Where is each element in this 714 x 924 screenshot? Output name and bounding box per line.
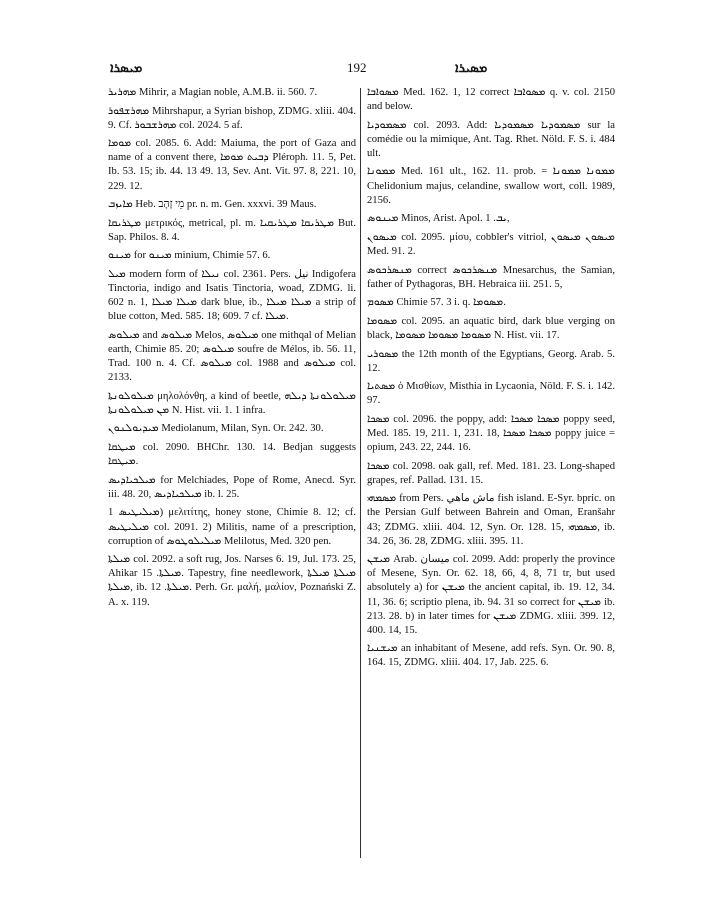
- entry-mesene-inhabitant: ܡܝܫܢܝܐ an inhabitant of Mesene, add refs. Syn. Or. 90. 8, 164. 15, ZDMG. xliii. 404. 17, Jab. 225. 6.: [367, 643, 615, 669]
- entry-mihrshapur: ܡܗܪܫܦܘܪ Mihrshapur, a Syrian bishop, ZDMG. xliii. 404. 9. Cf. ܡܗܪܫܒܘܪ col. 2024. 5 af.: [108, 105, 356, 131]
- entry-mnesarchus: ܡܢܣܪܟܘܣ correct ܡܢܣܪܟܘܣ Mnesarchus, the Samian, father of Pythagoras, BH. Hebraica iii. 251. 5,: [367, 264, 615, 290]
- entry-mezahab: ܡܐܝܙܒ Heb. מֵי זָהָב pr. n. m. Gen. xxxvi. 39 Maus.: [108, 199, 317, 211]
- entry-misthia: ܡܣܬܝܐ ὁ Μισθίων, Misthia in Lycaonia, Nöld. F. S. i. 142. 97.: [367, 381, 615, 407]
- entry-fish-island: ܡܣܡܗܝ from Pers. ماش ماهي fish island. E-Syr. bpric. on the Persian Gulf between Bahrein and Oman, Eranšahr 43; ZDMG. xliii. 404. 12, Syn. Or. 128. 15, ܡܣܡܗܝ, ib. 34. 26, 36. 28, ZDMG. xliii. 395. 11.: [367, 493, 615, 547]
- entry-metrikos: ܡܛܪܝܩܐ μετρικός, metrical, pl. m. ܡܛܪܝܩܐ ܡܛܪܝܩܝܐ But. Sap. Philos. 8. 4.: [108, 217, 357, 243]
- page-number: 192: [347, 60, 367, 75]
- entry-chelidonium: ܡܡܘܢܐ Med. 161 ult., 162. 11. prob. = ܡܡܘܢܐ ܡܡܘܢܐ Chelidonium majus, celandine, swallow wort, coll. 1989, 2156.: [367, 166, 615, 206]
- entry-chimie-57: ܡܣܘܡ Chimie 57. 3 i. q. ܡܣܘܡܐ.: [367, 297, 506, 309]
- entry-melos: ܡܝܠܘܣ and ܡܝܠܘܣ Melos, ܡܝܠܘܣ one mithqal of Melian earth, Chimie 85. 20; ܡܝܠܘܣ soufre de Mélos, ib. 56. 11, Trad. 100 n. 4. Cf. ܡܝܠܘܣ col. 1988 and ܡܝܠܘܣ col. 2133.: [108, 329, 357, 384]
- entry-militis: ܡܝܠܝܛܝܣ 1) μελιτίτης, honey stone, Chimie 8. 12; cf. ܡܝܠܝܛܝܣ col. 2091. 2) Militis, name of a prescription, corruption of ܡܝܠܝܠܘܛܘܣ Melilotus, Med. 320 pen.: [108, 507, 356, 547]
- left-column: [108, 86, 356, 614]
- entry-oak-gall: ܡܣܟܐ col. 2098. oak gall, ref. Med. 181. 23. Long-shaped grapes, ref. Pallad. 131. 15.: [367, 460, 615, 486]
- entry-maiuma: ܡܘܡܐ col. 2085. 6. Add: Maiuma, the port of Gaza and name of a convent there, ܕܒܝܬ ܡܘܡܐ Pléroph. 11. 5, Pet. Ib. 53. 15; ib. 44. 13 49. 13, Sev. Ant. Vit. 97. 8, 221. 10, 229. 12.: [108, 138, 356, 192]
- entry-mesene: ܡܝܫܢ Arab. ميسان col. 2099. Add: properly the province of Mesene, Syn. Or. 62. 18, 66, 4, 8, 71 tr, but used absolutely a) for ܡܝܫܢ the ancient capital, ib. 19. 12, 34. 11, 36. 6; scriptio plena, ib. 94. 31 so correct for ܡܝܫܢ ib. 213. 28. b) in later times for ܡܝܫܢ ZDMG. xliii. 399. 12, 400. 14, 15.: [367, 554, 615, 636]
- entry-minium: ܡܝܢܘ for ܡܝܢܘ minium, Chimie 57. 6.: [108, 250, 271, 262]
- entry-aquatic-bird: ܡܣܘܡܐ col. 2095. an aquatic bird, dark blue verging on black, ܡܣܘܡܐ ܡܣܘܡܐ ܡܣܘܡܐ N. Hist. vii. 17.: [367, 315, 615, 341]
- right-column: [367, 86, 615, 675]
- entry-misy: ܡܝܣܘܢ col. 2095. μίσυ, cobbler's vitriol, ܡܝܣܘܢ ܡܝܣܘܢ Med. 91. 2.: [367, 231, 615, 257]
- entry-med-162: ܡܣܘܐܒܐ Med. 162. 1, 12 correct ܡܣܘܐܒܐ q. v. col. 2150 and below.: [367, 87, 616, 113]
- entry-egyptian-month: ܡܣܘܪܝ the 12th month of the Egyptians, Georg. Arab. 5. 12.: [367, 348, 615, 374]
- column-divider: [360, 88, 361, 858]
- entry-bhchr: ܡܝܛܩܐ col. 2090. BHChr. 130. 14. Bedjan suggests ܡܝܛܩܐ.: [108, 442, 356, 468]
- entry-mihrir: ܡܗܪܝܪ Mihrir, a Magian noble, A.M.B. ii. 560. 7.: [108, 87, 318, 98]
- entry-poppy: ܡܣܟܐ col. 2096. the poppy, add: ܡܣܟܐ ܡܣܟܐ poppy seed, Med. 185. 19, 211. 1, 231. 18, ܡܣܟܐ ܡܣܟܐ poppy juice = opium, 243. 22, 244. 16.: [367, 413, 615, 454]
- entry-indigo: ܡܝܠ modern form of ܢܝܠܐ col. 2361. Pers. نیل Indigofera Tinctoria, indigo and Isatis Tinctoria, woad, ZDMG. li. 602 n. 1, ܡܝܠܐ ܡܝܠܐ dark blue, ib., ܡܝܠܐ ܡܝܠܐ a strip of blue cotton, Med. 585. 18; 609. 7 cf. ܡܝܠܐ.: [108, 269, 356, 323]
- entry-minos: ܡܝܢܘܣ Minos, Arist. Apol. ܝܒ. 1,: [367, 213, 510, 225]
- entry-melchiades: ܡܝܠܟܝܐܕܝܣ for Melchiades, Pope of Rome, Anecd. Syr. iii. 48. 20, ܡܝܠܟܝܐܕܝܣ ib. l. 25.: [108, 474, 356, 500]
- entry-soft-rug: ܡܝܠܬܐ col. 2092. a soft rug, Jos. Narses 6. 19, Jul. 173. 25, Ahikar ܡܝܠܬܐ. 15. Tapestry, fine needlework, ܡܝܠܬܐ ܡܝܠܬܐ ܡܝܠܬܐ, ib. ܡܝܠܬܐ. 12. Perh. Gr. μαλή, μαλίον, Poznański Z. A. x. 119.: [108, 554, 357, 608]
- running-head-left: ܡܝܣܪܐ: [110, 60, 143, 75]
- entry-beetle: ܡܝܠܘܠܘܢܬܐ μηλολόνθη, a kind of beetle, ܡܝܠܘܠܘܢܬܐ ܕܝܠܗ ܡܢ ܡܝܠܘܠܘܢܬܐ N. Hist. vii. 1. 1 infra.: [108, 390, 356, 416]
- entry-comedie: ܡܣܡܘܕܝܐ col. 2093. Add: ܡܣܡܘܕܝܐ ܡܣܡܘܕܝܐ sur la comédie ou la mimique, Ant. Tag. Rhet. Nöld. F. S. i. 484 ult.: [367, 119, 616, 159]
- running-head-right: ܡܣܝܪܐ: [455, 60, 488, 75]
- entry-mediolanum: ܡܝܕܝܘܠܢܘܢ Mediolanum, Milan, Syn. Or. 242. 30.: [108, 423, 324, 435]
